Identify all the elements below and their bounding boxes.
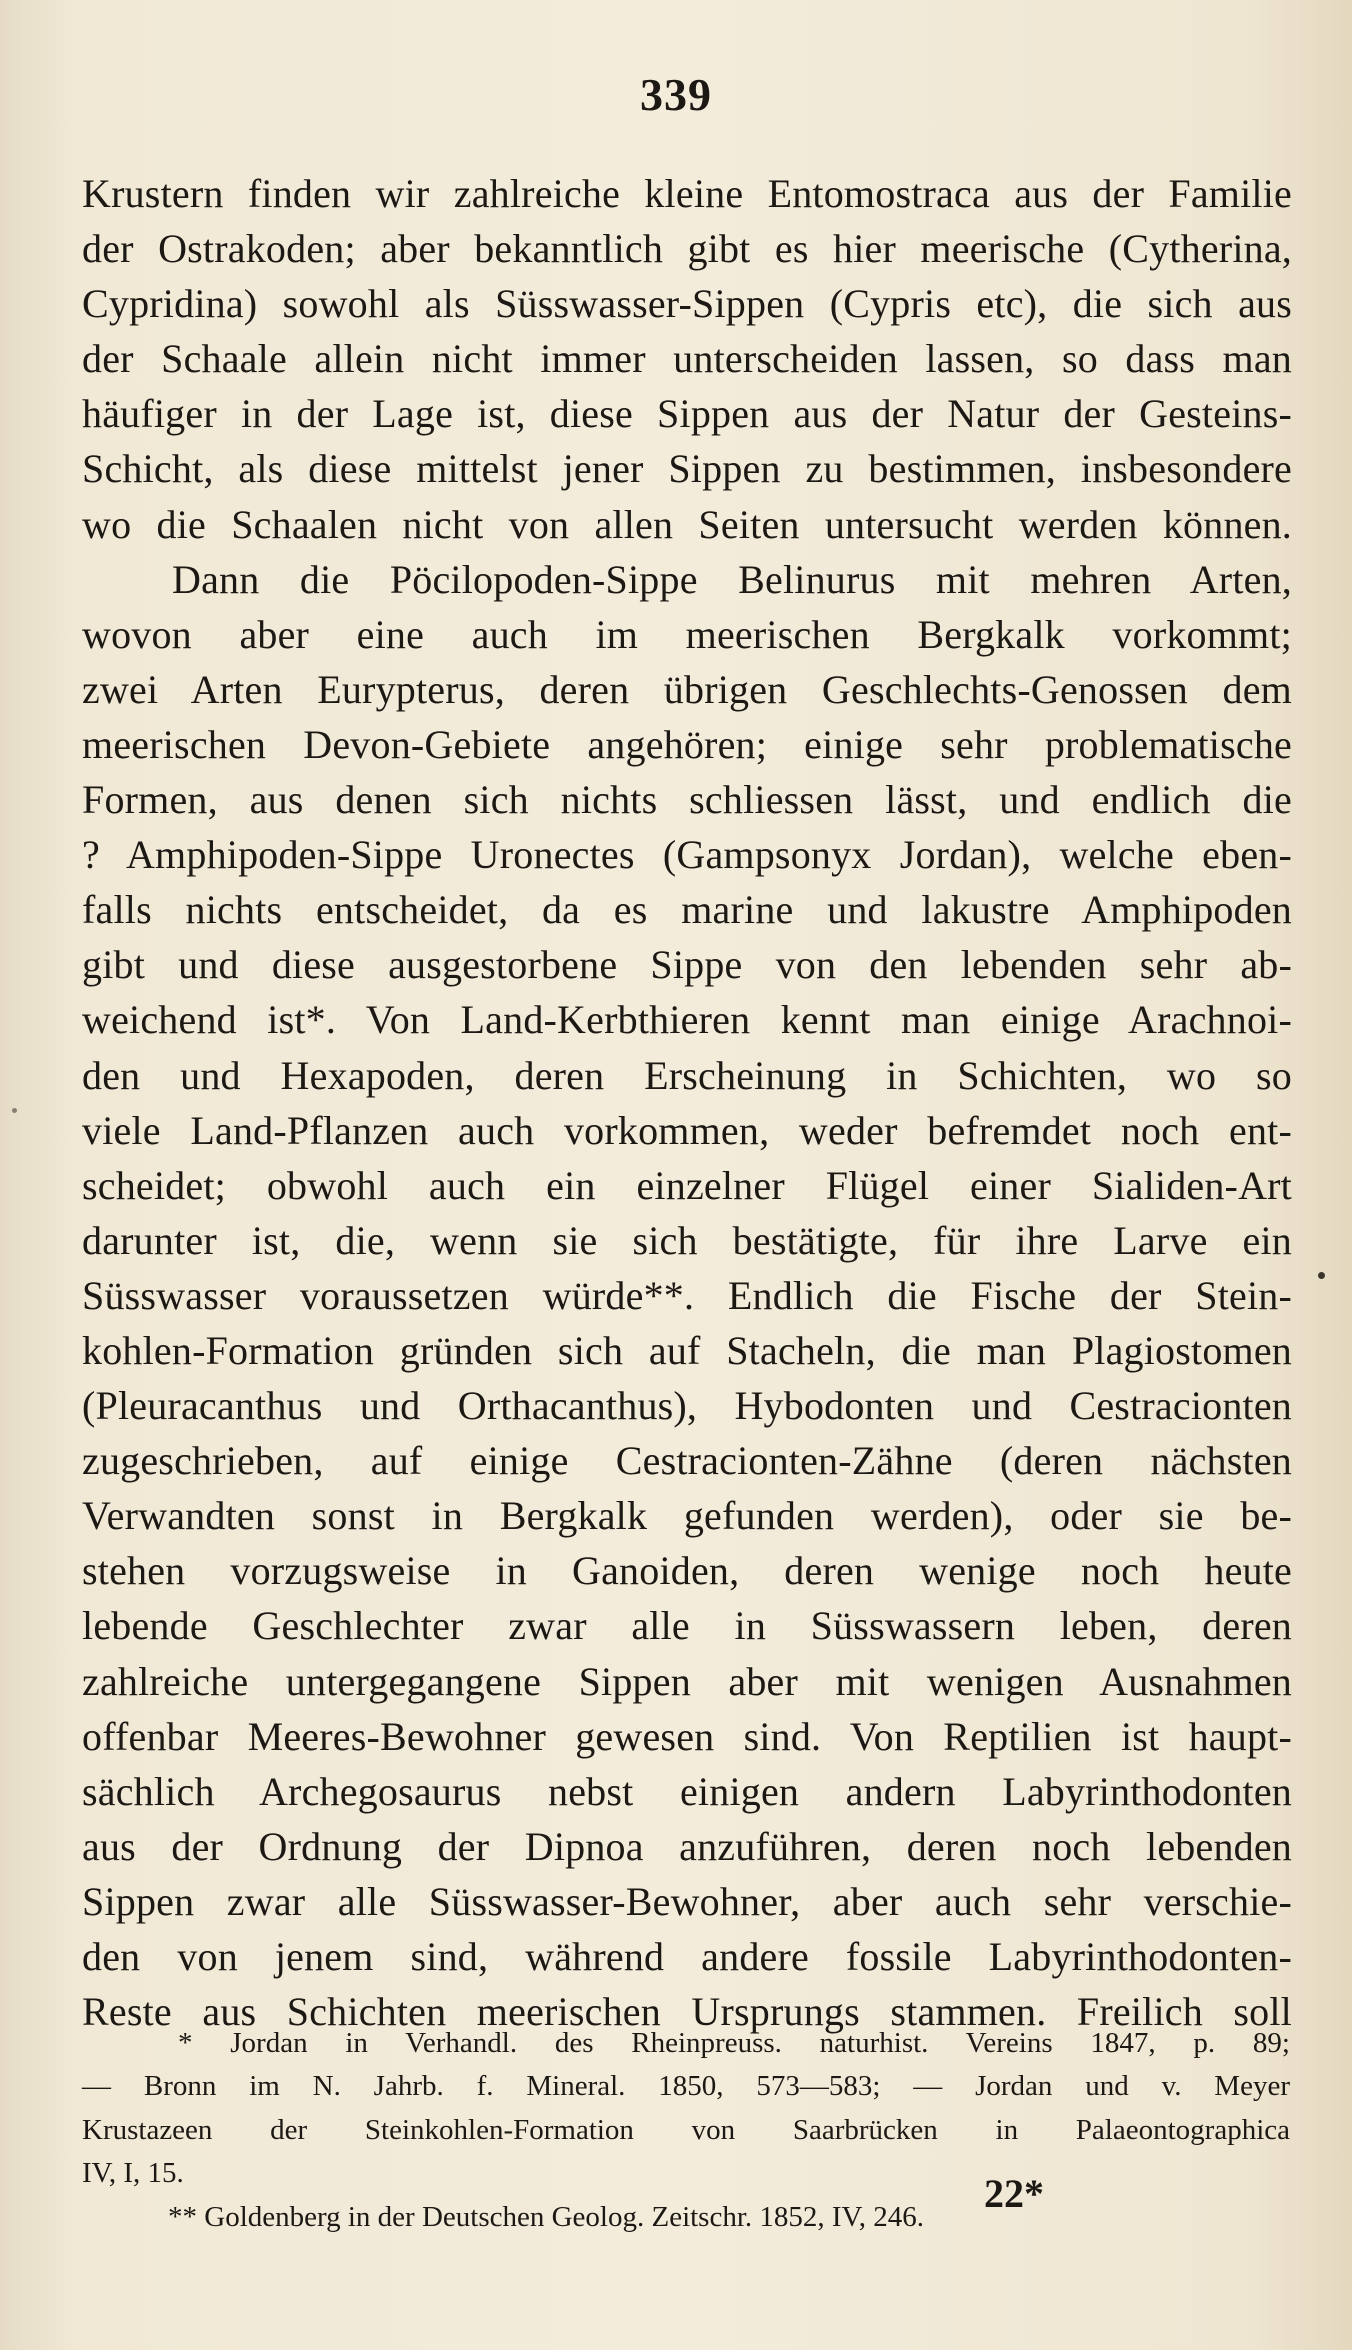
text-line: Sippen zwar alle Süsswasser-Bewohner, aber auch sehr verschie- — [82, 1878, 1292, 1924]
text-line: scheidet; obwohl auch ein einzelner Flügel einer Sialiden-Art — [82, 1162, 1292, 1208]
footnote-line: — Bronn im N. Jahrb. f. Mineral. 1850, 573—583; — Jordan und v. Meyer — [82, 2070, 1290, 2103]
text-line: der Schaale allein nicht immer unterscheiden lassen, so dass man — [82, 336, 1292, 382]
text-line: weichend ist*. Von Land-Kerbthieren kennt man einige Arachnoi- — [82, 997, 1292, 1043]
text-line: zahlreiche untergegangene Sippen aber mit wenigen Ausnahmen — [82, 1658, 1292, 1704]
text-line: darunter ist, die, wenn sie sich bestätigte, für ihre Larve ein — [82, 1217, 1292, 1263]
text-line: häufiger in der Lage ist, diese Sippen aus der Natur der Gesteins- — [82, 391, 1292, 437]
page-number: 339 — [640, 69, 712, 120]
text-line: Süsswasser voraussetzen würde**. Endlich die Fische der Stein- — [82, 1272, 1292, 1318]
text-line: den und Hexapoden, deren Erscheinung in Schichten, wo so — [82, 1052, 1292, 1098]
text-line: viele Land-Pflanzen auch vorkommen, weder befremdet noch ent- — [82, 1107, 1292, 1153]
text-line: (Pleuracanthus und Orthacanthus), Hybodonten und Cestracionten — [82, 1383, 1292, 1429]
body-text — [82, 166, 1292, 2039]
text-line: zugeschrieben, auf einige Cestracionten-Zähne (deren nächsten — [82, 1438, 1292, 1484]
text-line: Dann die Pöcilopoden-Sippe Belinurus mit mehren Arten, — [172, 556, 1292, 602]
footnote-line: IV, I, 15. — [82, 2157, 184, 2190]
text-line: Formen, aus denen sich nichts schliessen lässt, und endlich die — [82, 777, 1292, 823]
text-line: wo die Schaalen nicht von allen Seiten untersucht werden können. — [82, 501, 1292, 547]
text-line: ? Amphipoden-Sippe Uronectes (Gampsonyx Jordan), welche eben- — [82, 832, 1292, 878]
margin-dot — [12, 1108, 17, 1113]
text-line: kohlen-Formation gründen sich auf Stacheln, die man Plagiostomen — [82, 1327, 1292, 1373]
text-line: stehen vorzugsweise in Ganoiden, deren wenige noch heute — [82, 1548, 1292, 1594]
text-line: falls nichts entscheidet, da es marine und lakustre Amphipoden — [82, 887, 1292, 933]
text-line: Reste aus Schichten meerischen Ursprungs stammen. Freilich soll — [82, 1989, 1292, 2035]
footnote-line: Krustazeen der Steinkohlen-Formation von Saarbrücken in Palaeontographica — [82, 2113, 1290, 2146]
footnote-line: * Jordan in Verhandl. des Rheinpreuss. naturhist. Vereins 1847, p. 89; — [178, 2027, 1290, 2059]
text-line: zwei Arten Eurypterus, deren übrigen Geschlechts-Genossen dem — [82, 666, 1292, 712]
text-line: den von jenem sind, während andere fossile Labyrinthodonten- — [82, 1934, 1292, 1979]
text-line: Cypridina) sowohl als Süsswasser-Sippen (Cypris etc), die sich aus — [82, 281, 1292, 327]
text-line: aus der Ordnung der Dipnoa anzuführen, deren noch lebenden — [82, 1823, 1292, 1869]
text-line: gibt und diese ausgestorbene Sippe von den lebenden sehr ab- — [82, 942, 1292, 988]
text-line: offenbar Meeres-Bewohner gewesen sind. Von Reptilien ist haupt- — [82, 1713, 1292, 1759]
margin-dot — [1318, 1272, 1325, 1279]
text-line: wovon aber eine auch im meerischen Bergkalk vorkommt; — [82, 611, 1292, 657]
text-line: meerischen Devon-Gebiete angehören; einige sehr problematische — [82, 721, 1292, 767]
text-line: der Ostrakoden; aber bekanntlich gibt es hier meerische (Cytherina, — [82, 226, 1292, 272]
signature-mark: 22* — [984, 2171, 1044, 2216]
footnote-line: ** Goldenberg in der Deutschen Geolog. Zeitschr. 1852, IV, 246. — [168, 2200, 925, 2233]
text-line: lebende Geschlechter zwar alle in Süsswassern leben, deren — [82, 1603, 1292, 1649]
text-line: Schicht, als diese mittelst jener Sippen zu bestimmen, insbesondere — [82, 446, 1292, 492]
text-line: Verwandten sonst in Bergkalk gefunden werden), oder sie be- — [82, 1493, 1292, 1539]
footnotes — [82, 2022, 1290, 2239]
text-line: Krustern finden wir zahlreiche kleine Entomostraca aus der Familie — [82, 171, 1292, 216]
text-line: sächlich Archegosaurus nebst einigen andern Labyrinthodonten — [82, 1768, 1292, 1814]
